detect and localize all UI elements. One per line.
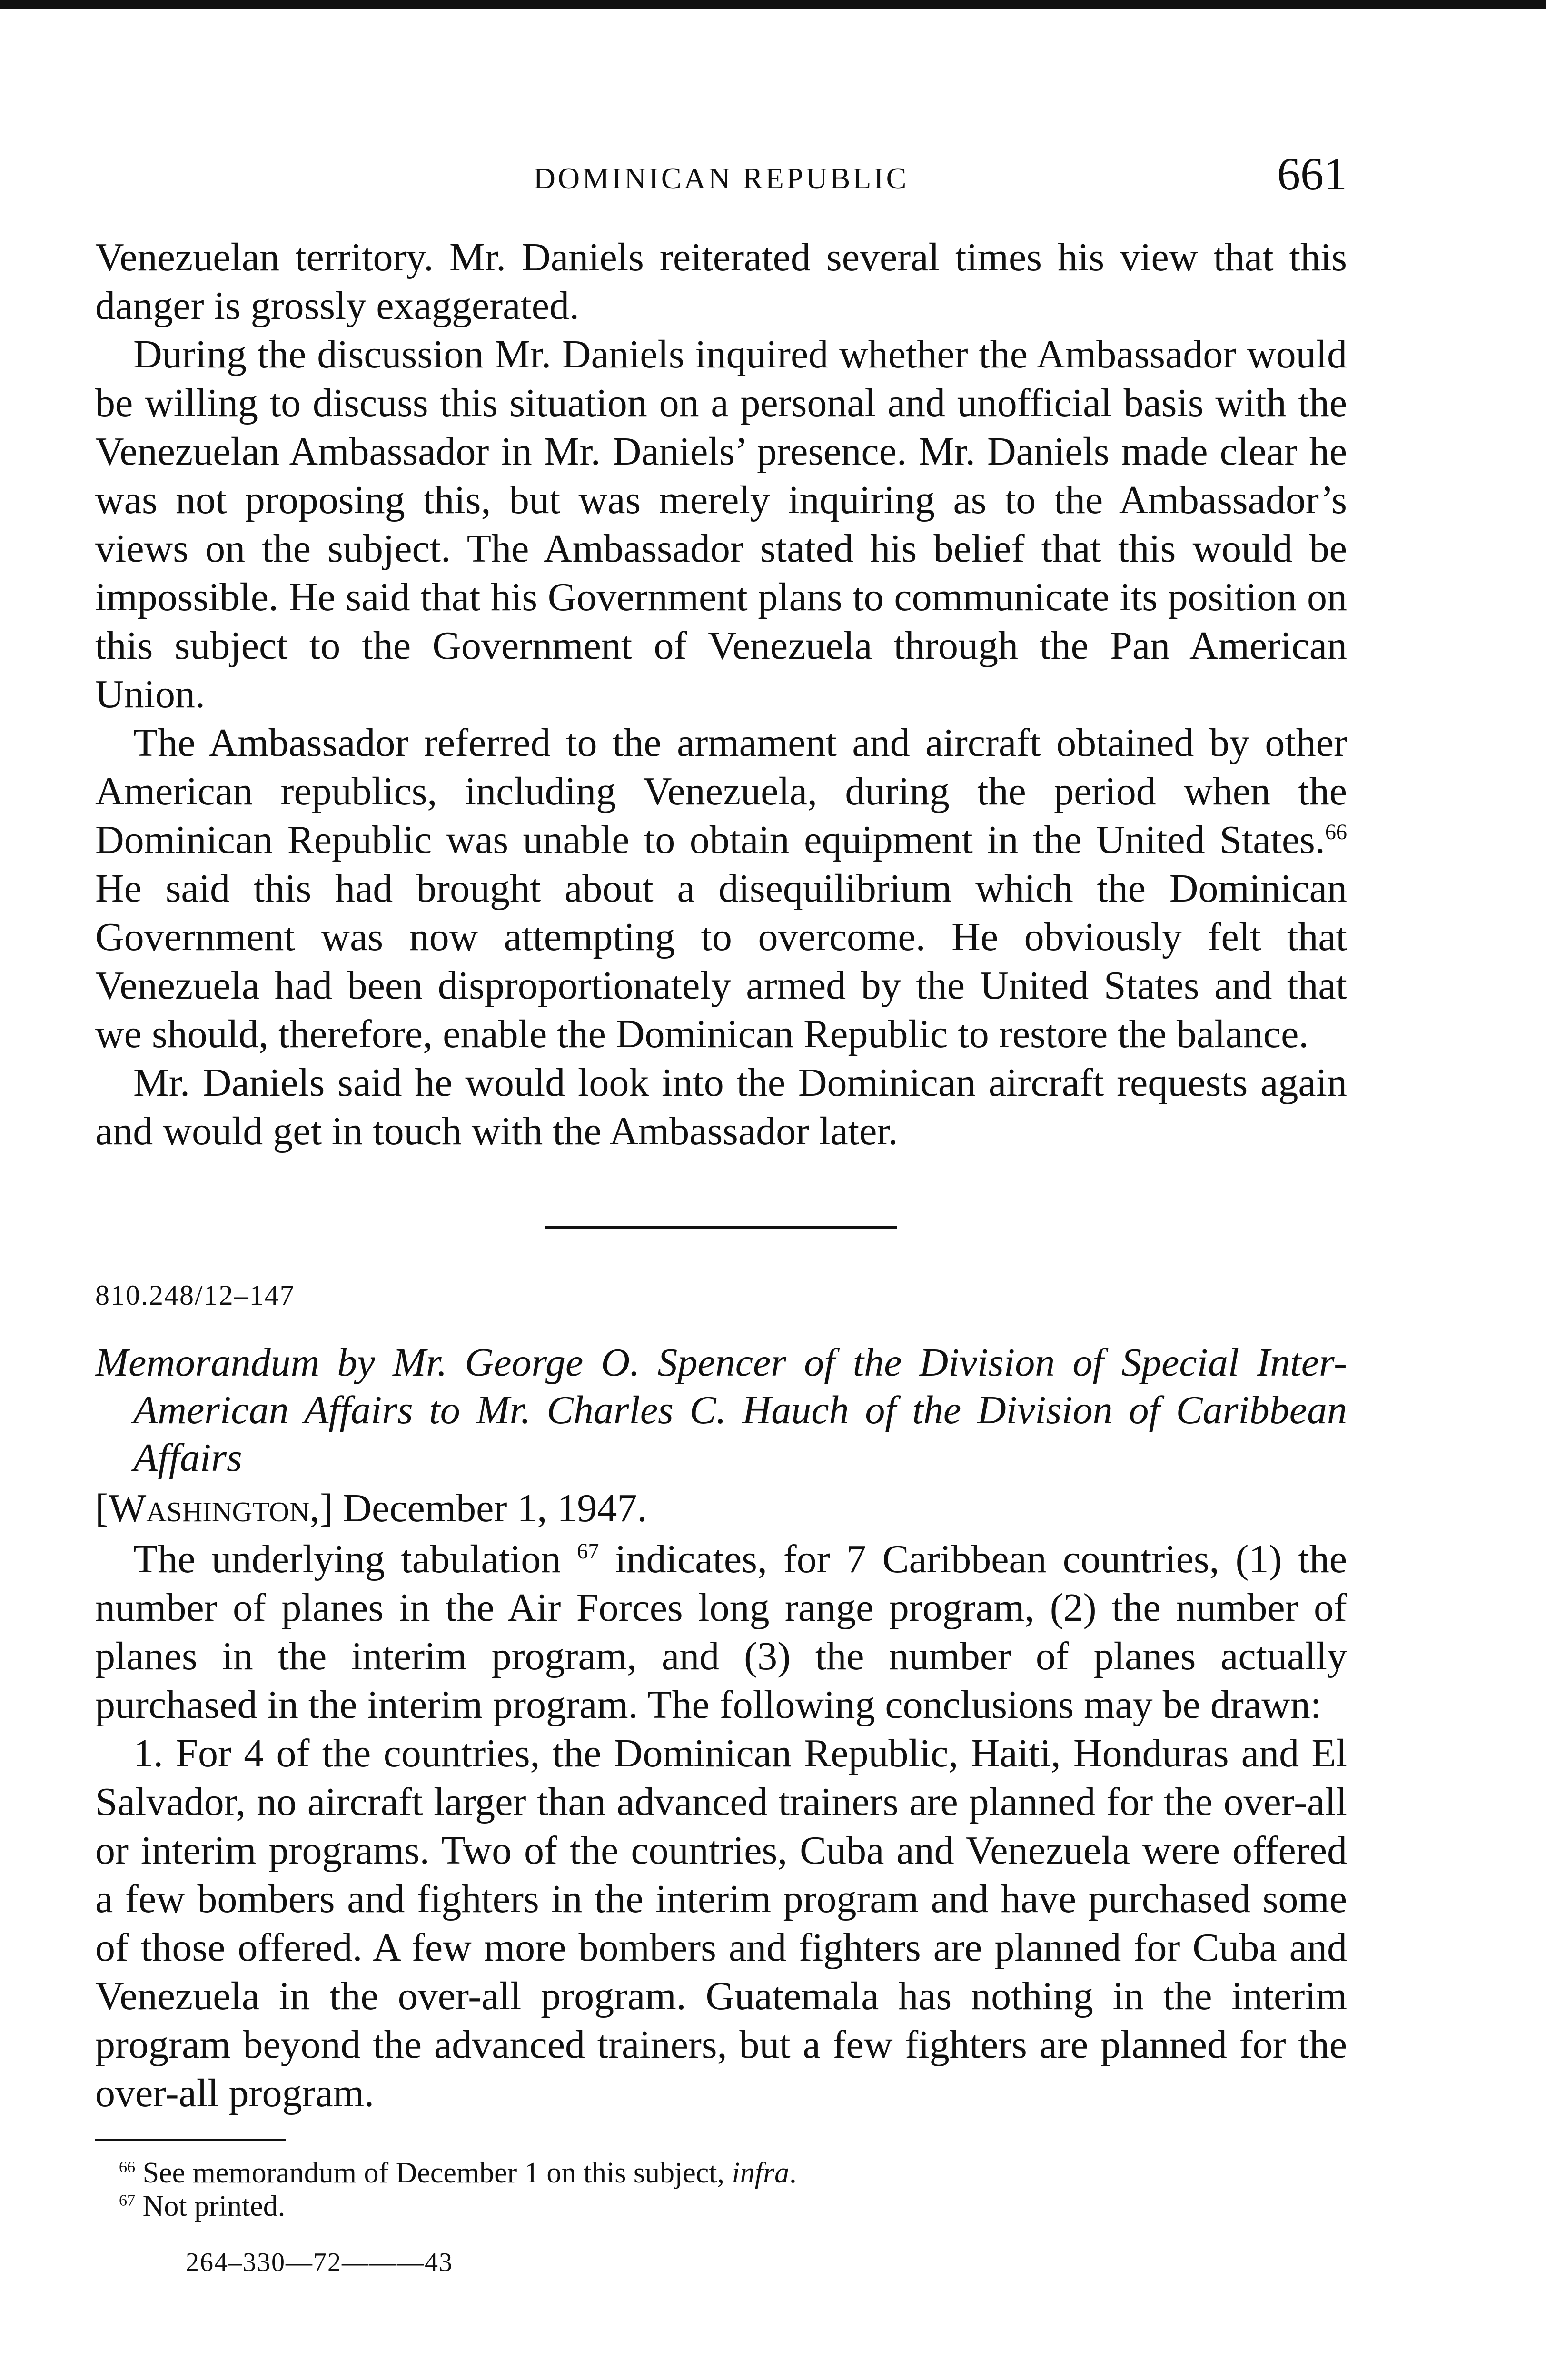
footnote-divider xyxy=(95,2139,286,2141)
footnote-mark: 67 xyxy=(119,2192,136,2210)
paragraph-text: indicates, for 7 Caribbean countries, (1) the number of planes in the Air Forces long range program, (2) the number of planes in the interim program, and (3) the number of planes actually purchased in the interim program. The following conclusions may be drawn: xyxy=(95,1537,1348,1727)
paragraph-text: He said this had brought about a disequilibrium which the Dominican Government was now attempting to overcome. He obviously felt that Venezuela had been disproportionately armed by the United States and that we should, therefore, enable the Dominican Republic to restore the balance. xyxy=(95,866,1347,1056)
footnote-ref: 67 xyxy=(577,1539,599,1563)
footnotes xyxy=(95,2156,1347,2223)
page-number: 661 xyxy=(1277,149,1347,200)
paragraph: 1. For 4 of the countries, the Dominican Republic, Haiti, Honduras and El Salvador, no aircraft larger than advanced trainers are planned for the over-all or interim programs. Two of the countries, Cuba and Venezuela were offered a few bombers and fighters in the interim program and have purchased some of those offered. A few more bombers and fighters are planned for Cuba and Venezuela in the over-all program. Guatemala has nothing in the interim program beyond the advanced trainers, but a few fighters are planned for the over-all program. xyxy=(95,1731,1347,2115)
footnote xyxy=(95,2190,1347,2223)
section-divider xyxy=(545,1226,897,1229)
footnote xyxy=(95,2156,1347,2190)
page-body xyxy=(95,233,1347,2279)
dateline-date: December 1, 1947. xyxy=(343,1486,647,1530)
paragraph xyxy=(95,719,1347,1059)
paragraph: Mr. Daniels said he would look into the Dominican aircraft requests again and would get in touch with the Ambassador later. xyxy=(95,1061,1347,1153)
running-title: DOMINICAN REPUBLIC xyxy=(533,161,909,195)
paragraph: During the discussion Mr. Daniels inquired whether the Ambassador would be willing to discuss this situation on a personal and unofficial basis with the Venezuelan Ambassador in Mr. Daniels’ presence. Mr. Daniels made clear he was not proposing this, but was merely inquiring as to the Ambassador’s views on the subject. The Ambassador stated his belief that this would be impossible. He said that his Government plans to communicate its position on this subject to the Government of Venezuela through the Pan American Union. xyxy=(95,332,1347,716)
dateline xyxy=(95,1482,1347,1535)
file-number: 810.248/12–147 xyxy=(95,1279,295,1311)
footnote-text: . xyxy=(789,2157,797,2189)
memo-title: Memorandum by Mr. George O. Spencer of the Division of Special Inter-American Affairs to Mr. Charles C. Hauch of the Division of Caribbean Affairs xyxy=(95,1340,1347,1480)
paragraph-continued: Venezuelan territory. Mr. Daniels reiterated several times his view that this danger is grossly exaggerated. xyxy=(95,235,1347,328)
top-border xyxy=(0,0,1546,9)
footnote-ref: 66 xyxy=(1325,820,1347,844)
footnote-text: See memorandum of December 1 on this subject, xyxy=(142,2157,732,2189)
footnote-italic: infra xyxy=(732,2157,790,2189)
paragraph-text: The underlying tabulation xyxy=(133,1537,561,1581)
print-code: 264–330—72———43 xyxy=(186,2248,453,2277)
page-header xyxy=(95,143,1347,200)
paragraph xyxy=(95,1535,1347,1729)
footnote-mark: 66 xyxy=(119,2158,136,2176)
paragraph-text: The Ambassador referred to the armament and aircraft obtained by other American republics, including Venezuela, during the period when the Dominican Republic was unable to obtain equipment in the United States. xyxy=(95,721,1347,862)
dateline-place: [Washington,] xyxy=(95,1486,333,1530)
footnote-text: Not printed. xyxy=(142,2190,286,2222)
